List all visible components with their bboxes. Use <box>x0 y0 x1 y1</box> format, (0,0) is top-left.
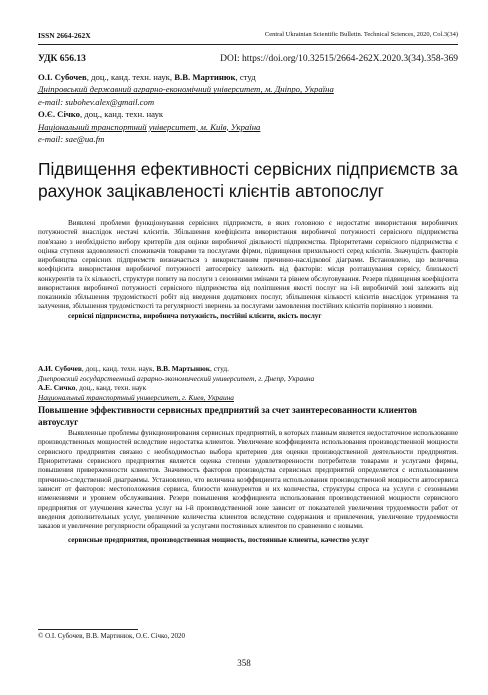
keywords-ru: сервисные предприятия, производственная мощность, постоянные клиенты, качество услуг <box>68 535 369 544</box>
author-name: А.И. Субочев <box>38 364 82 373</box>
article-title-ru: Повышение эффективности сервисных предприятий за счет заинтересованности клиентов автоуслуг <box>38 405 417 427</box>
issn: ISSN 2664-262X <box>38 31 91 40</box>
author-name: В.В. Мартынюк <box>156 364 211 373</box>
authors-ru <box>38 364 458 403</box>
author-degree: , студ. <box>210 364 229 373</box>
email[interactable]: e-mail: sae@ua.fm <box>38 134 105 145</box>
email[interactable]: e-mail: subohev.alex@gmail.com <box>38 96 155 107</box>
authors-ua <box>38 71 458 145</box>
author-name: В.В. Мартинюк <box>174 72 236 82</box>
footnote-rule <box>38 629 138 630</box>
keywords-ua: сервісні підприємства, виробнича потужність, постійні клієнти, якість послуг <box>68 311 322 320</box>
copyright-footnote: © О.І. Субочев, В.В. Мартинюк, О.Є. Січко, 2020 <box>38 632 186 640</box>
author-degree: , студ <box>235 72 256 82</box>
author-name: А.Е. Сичко <box>38 383 76 393</box>
affiliation: Национальный транспортный университет, г. Киев, Украина <box>38 393 234 403</box>
journal-title: Central Ukrainian Scientific Bulletin. Technical Sciences, 2020, Col.3(34) <box>264 31 458 38</box>
running-header <box>38 31 458 43</box>
author-degree: , доц., канд. техн. наук <box>75 383 147 393</box>
author-line-2 <box>38 383 458 393</box>
article-title-ua: Підвищення ефективності сервісних підприємств за рахунок зацікавленості клієнтів автопослуг <box>38 159 458 201</box>
affiliation: Національний транспортний університет, м. Київ, Україна <box>38 121 261 132</box>
udc: УДК 656.13 <box>38 54 86 64</box>
doi[interactable]: DOI: https://doi.org/10.32515/2664-262X.2020.3(34).358-369 <box>220 54 458 64</box>
author-line-1 <box>38 71 458 83</box>
abstract-text: Выявленные проблемы функционирования сервисных предприятий, в которых главным является недостаточное использование производственных мощностей вследствие недостатка клиентов. Увеличение коэффициента использования производственной мощности сервисного предприятия связано с необходимостью выбора критериев для оценки производственной деятельности предприятия. Приоритетами сервисного предприятия является оценка степени удовлетворенности потребителя товарами и услугами фирмы, повышения приверженности клиентов. Значимость факторов производства сервисных предприятий определяется с использованием причинно-следственной диаграммы. Установлено, что величина коэффициента использования производственной мощности автосервиса зависит от факторов: местоположения сервиса, близости конкурентов и их количества, структуры спроса на услуги с сезонными изменениями и уровнем обслуживания. Резерв повышения коэффициента использования производственной мощности сервисного предприятия от улучшения качества услуг на і-й производственной зоне зависит от показателей увеличения трудоемкости работ от введения дополнительных услуг, увеличение количества клиентов вследствие содержания и привлечения, увеличение трудоемкости заказов и увеличение регулярности обращений за услугами постоянных клиентов по сравнению с новыми. <box>38 429 458 531</box>
author-degree: , доц., канд. техн. наук, <box>86 72 173 82</box>
author-line-2 <box>38 108 458 120</box>
page-number: 358 <box>237 658 251 668</box>
author-line-1 <box>38 364 458 374</box>
abstract-ru <box>38 429 458 545</box>
author-degree: , доц., канд. техн. наук, <box>81 364 155 373</box>
header-rule <box>38 44 458 45</box>
abstract-ua <box>38 219 458 321</box>
affiliation: Днепровский государственный аграрно-экономический университет, г. Днепр, Украина <box>38 373 315 383</box>
abstract-text: Виявлені проблеми функціонування сервісних підприємств, в яких головною є недостатнє використання виробничих потужностей внаслідок нестачі клієнтів. Збільшення коефіцієнта використання виробничої потужності сервісного підприємства пов'язано з необхідністю вибору критеріїв для оцінки виробничої діяльності підприємства. Пріоритетами сервісного підприємства є оцінка ступеня задоволеності споживачів товарами та послугами фірми, підвищення прихильності серед клієнтів. Значущість факторів виробництва сервісних підприємств визначається з використанням причинно-наслідкової діаграми. Встановлено, що величина коефіцієнта використання виробничої потужності автосервісу залежить від факторів: місця розташування сервісу, близькості конкурентів та їх кількості, структури попиту на послуги з сезонними змінами та рівнем обслуговування. Резерв підвищення коефіцієнта використання виробничої потужності сервісного підприємства від поліпшення якості послуг на і-й виробничій зоні залежить від показників збільшення трудомісткості робіт від введення додаткових послуг, збільшення кількості клієнтів внаслідок утримання та залучення, збільшення трудомісткості та регулярності звернень за послугами замовлення постійних клієнтів порівняно з новими. <box>38 219 458 311</box>
author-degree: , доц., канд. техн. наук <box>80 109 164 120</box>
author-name: О.Є. Січко <box>38 109 80 120</box>
affiliation: Дніпровський державний аграрно-економічний університет, м. Дніпро, Україна <box>38 84 334 95</box>
author-name: О.І. Субочев <box>38 72 87 82</box>
